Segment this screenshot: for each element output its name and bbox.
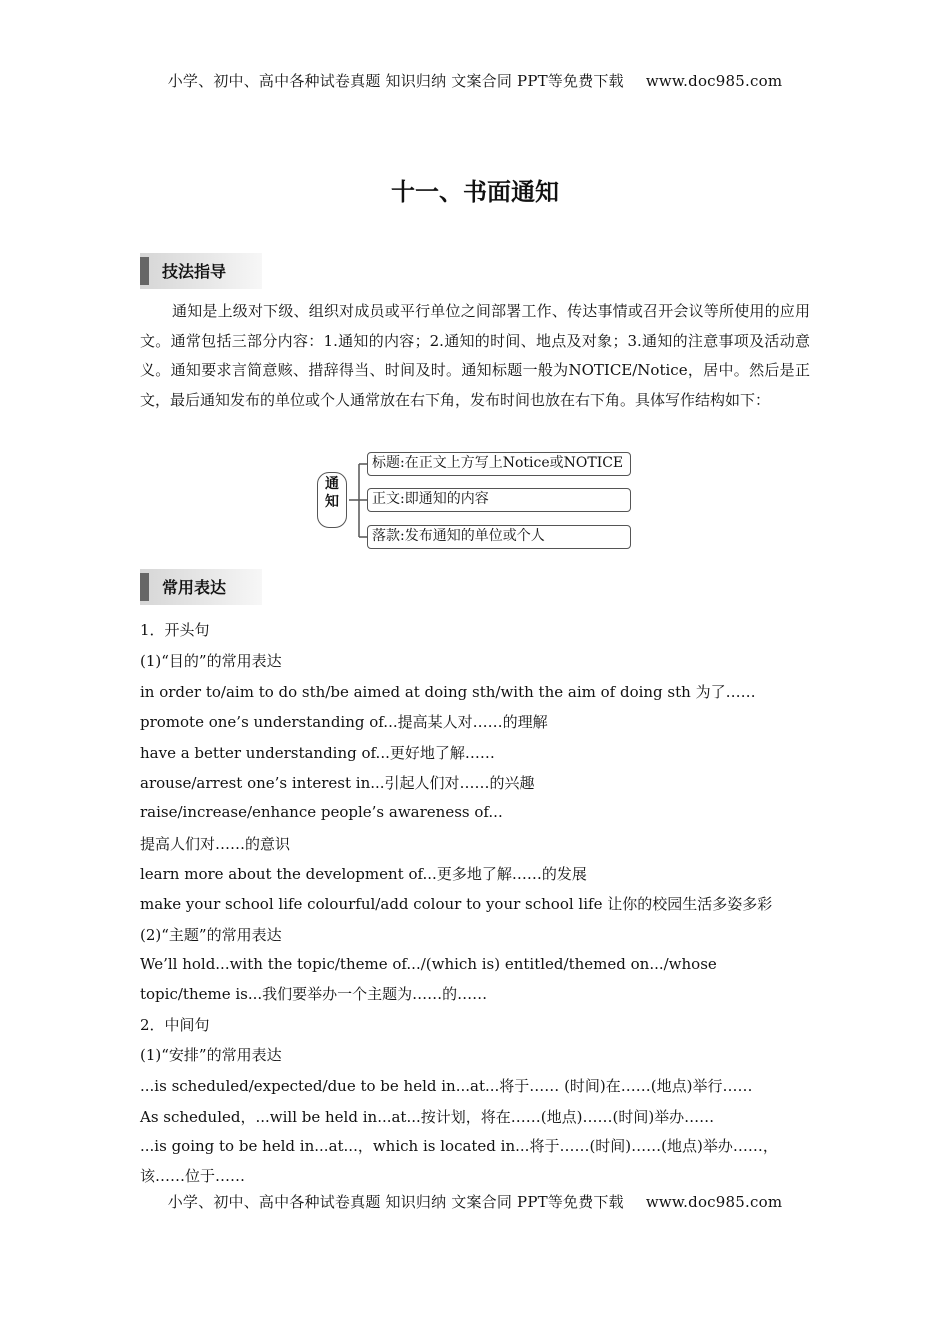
section-badge-expressions [140,569,262,605]
text-line: 提高人们对……的意识 [140,835,291,853]
footer-site: www.doc985.com [645,1193,783,1211]
badge-bar [140,257,149,285]
diagram-root-char2: 知 [325,494,339,510]
text-line: learn more about the development of...更多地了解……的发展 [140,865,587,883]
page-footer [0,1191,950,1212]
text-line: have a better understanding of...更好地了解…… [140,744,495,762]
diagram-item-signature: 落款:发布通知的单位或个人 [367,525,631,549]
text-line: 2．中间句 [140,1016,210,1034]
diagram-root [317,472,347,528]
text-line: promote one’s understanding of...提高某人对……的理解 [140,713,548,731]
text-line: 1．开头句 [140,621,210,639]
text-line: raise/increase/enhance people’s awareness of... [140,803,503,821]
footer-text: 小学、初中、高中各种试卷真题 知识归纳 文案合同 PPT等免费下载 [167,1193,624,1211]
page-header [0,70,950,91]
text-line: (2)“主题”的常用表达 [140,926,282,944]
text-line: arouse/arrest one’s interest in...引起人们对……的兴趣 [140,774,535,792]
diagram-item-title: 标题:在正文上方写上Notice或NOTICE [367,452,631,476]
page-title: 十一、书面通知 [391,178,559,206]
structure-diagram [315,448,637,552]
text-line: (1)“目的”的常用表达 [140,652,282,670]
badge-label: 常用表达 [162,578,227,597]
diagram-root-char1: 通 [325,476,339,492]
header-site: www.doc985.com [645,72,783,90]
badge-bar [140,573,149,601]
intro-text: 通知是上级对下级、组织对成员或平行单位之间部署工作、传达事情或召开会议等所使用的应用文。通常包括三部分内容：1.通知的内容；2.通知的时间、地点及对象；3.通知的注意事项及活动意义。通知要求言简意赅、措辞得当、时间及时。通知标题一般为NOTICE/Notice，居中。然后是正文，最后通知发布的单位或个人通常放在右下角，发布时间也放在右下角。具体写作结构如下： [140,302,810,409]
topic-sentence: We’ll hold...with the topic/theme of.../(which is) entitled/themed on.../whose topic/theme is...我们要举办一个主题为……的…… [140,955,717,1003]
text-line: in order to/aim to do sth/be aimed at doing sth/with the aim of doing sth 为了…… [140,683,756,701]
last-sentence: ...is going to be held in...at...，which is located in...将于……(时间)……(地点)举办……，该……位于…… [140,1137,778,1185]
diagram-item-body: 正文:即通知的内容 [367,488,631,512]
text-line: (1)“安排”的常用表达 [140,1046,282,1064]
text-line: As scheduled，...will be held in...at...按计划，将在……(地点)……(时间)举办…… [140,1108,715,1126]
text-line: make your school life colourful/add colour to your school life 让你的校园生活多姿多彩 [140,895,773,913]
text-line: ...is scheduled/expected/due to be held in...at...将于…… (时间)在……(地点)举行…… [140,1077,753,1095]
header-text: 小学、初中、高中各种试卷真题 知识归纳 文案合同 PPT等免费下载 [167,72,624,90]
intro-paragraph [140,297,810,415]
badge-label: 技法指导 [162,262,227,281]
section-badge-technique [140,253,262,289]
